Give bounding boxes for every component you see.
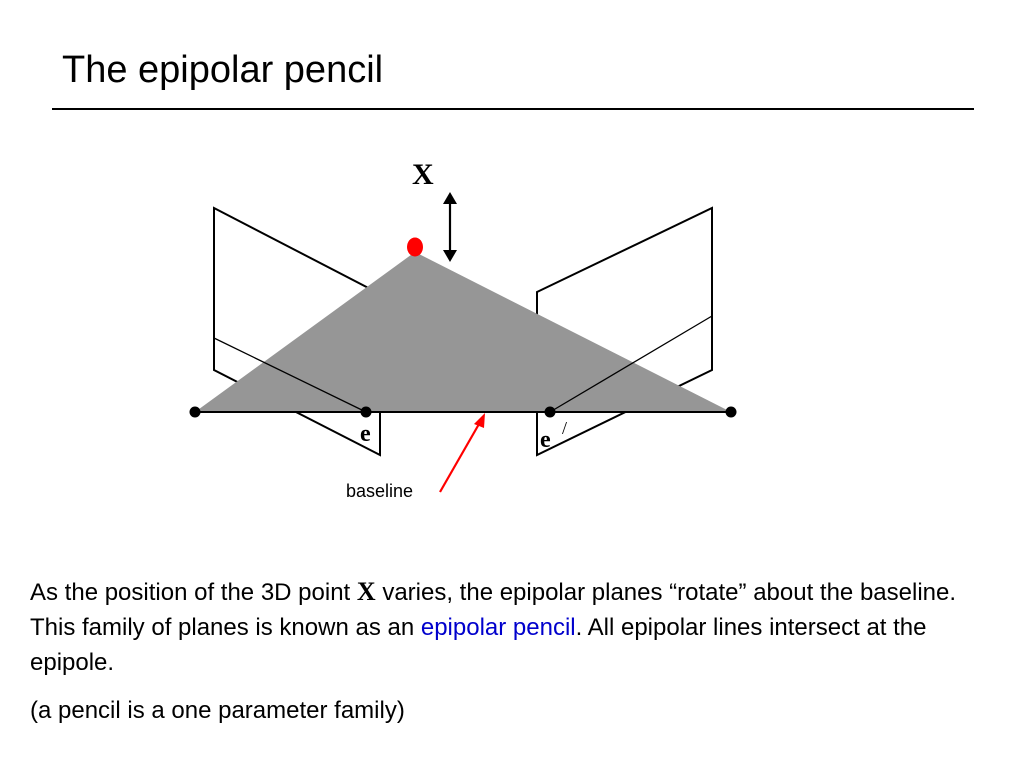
right-camera-center xyxy=(726,407,737,418)
para1-text-c: . All epipolar lines intersect at the epipole. xyxy=(30,614,927,676)
paragraph-1 xyxy=(30,574,990,680)
baseline-pointer-arrow xyxy=(440,413,485,492)
left-epipole-label: e xyxy=(360,421,371,447)
epipolar-plane xyxy=(195,252,731,412)
left-camera-center xyxy=(190,407,201,418)
baseline-label: baseline xyxy=(346,481,414,501)
point-x-symbol: X xyxy=(356,577,376,606)
body-text xyxy=(30,574,990,728)
left-epipole-point xyxy=(361,407,372,418)
point-x-marker xyxy=(407,238,423,257)
right-epipole-prime: / xyxy=(562,418,568,438)
para1-text-b: varies, the epipolar planes “rotate” about the baseline. This family of planes is known as an xyxy=(30,579,957,641)
right-epipole-label: e xyxy=(540,427,551,453)
double-arrow-icon xyxy=(443,192,457,262)
slide-title: The epipolar pencil xyxy=(62,49,384,91)
paragraph-2: (a pencil is a one parameter family) xyxy=(30,697,405,724)
para1-text-a: As the position of the 3D point xyxy=(30,579,357,606)
right-epipole-point xyxy=(545,407,556,418)
point-x-label: X xyxy=(412,158,434,191)
epipolar-pencil-term: epipolar pencil xyxy=(420,614,576,641)
